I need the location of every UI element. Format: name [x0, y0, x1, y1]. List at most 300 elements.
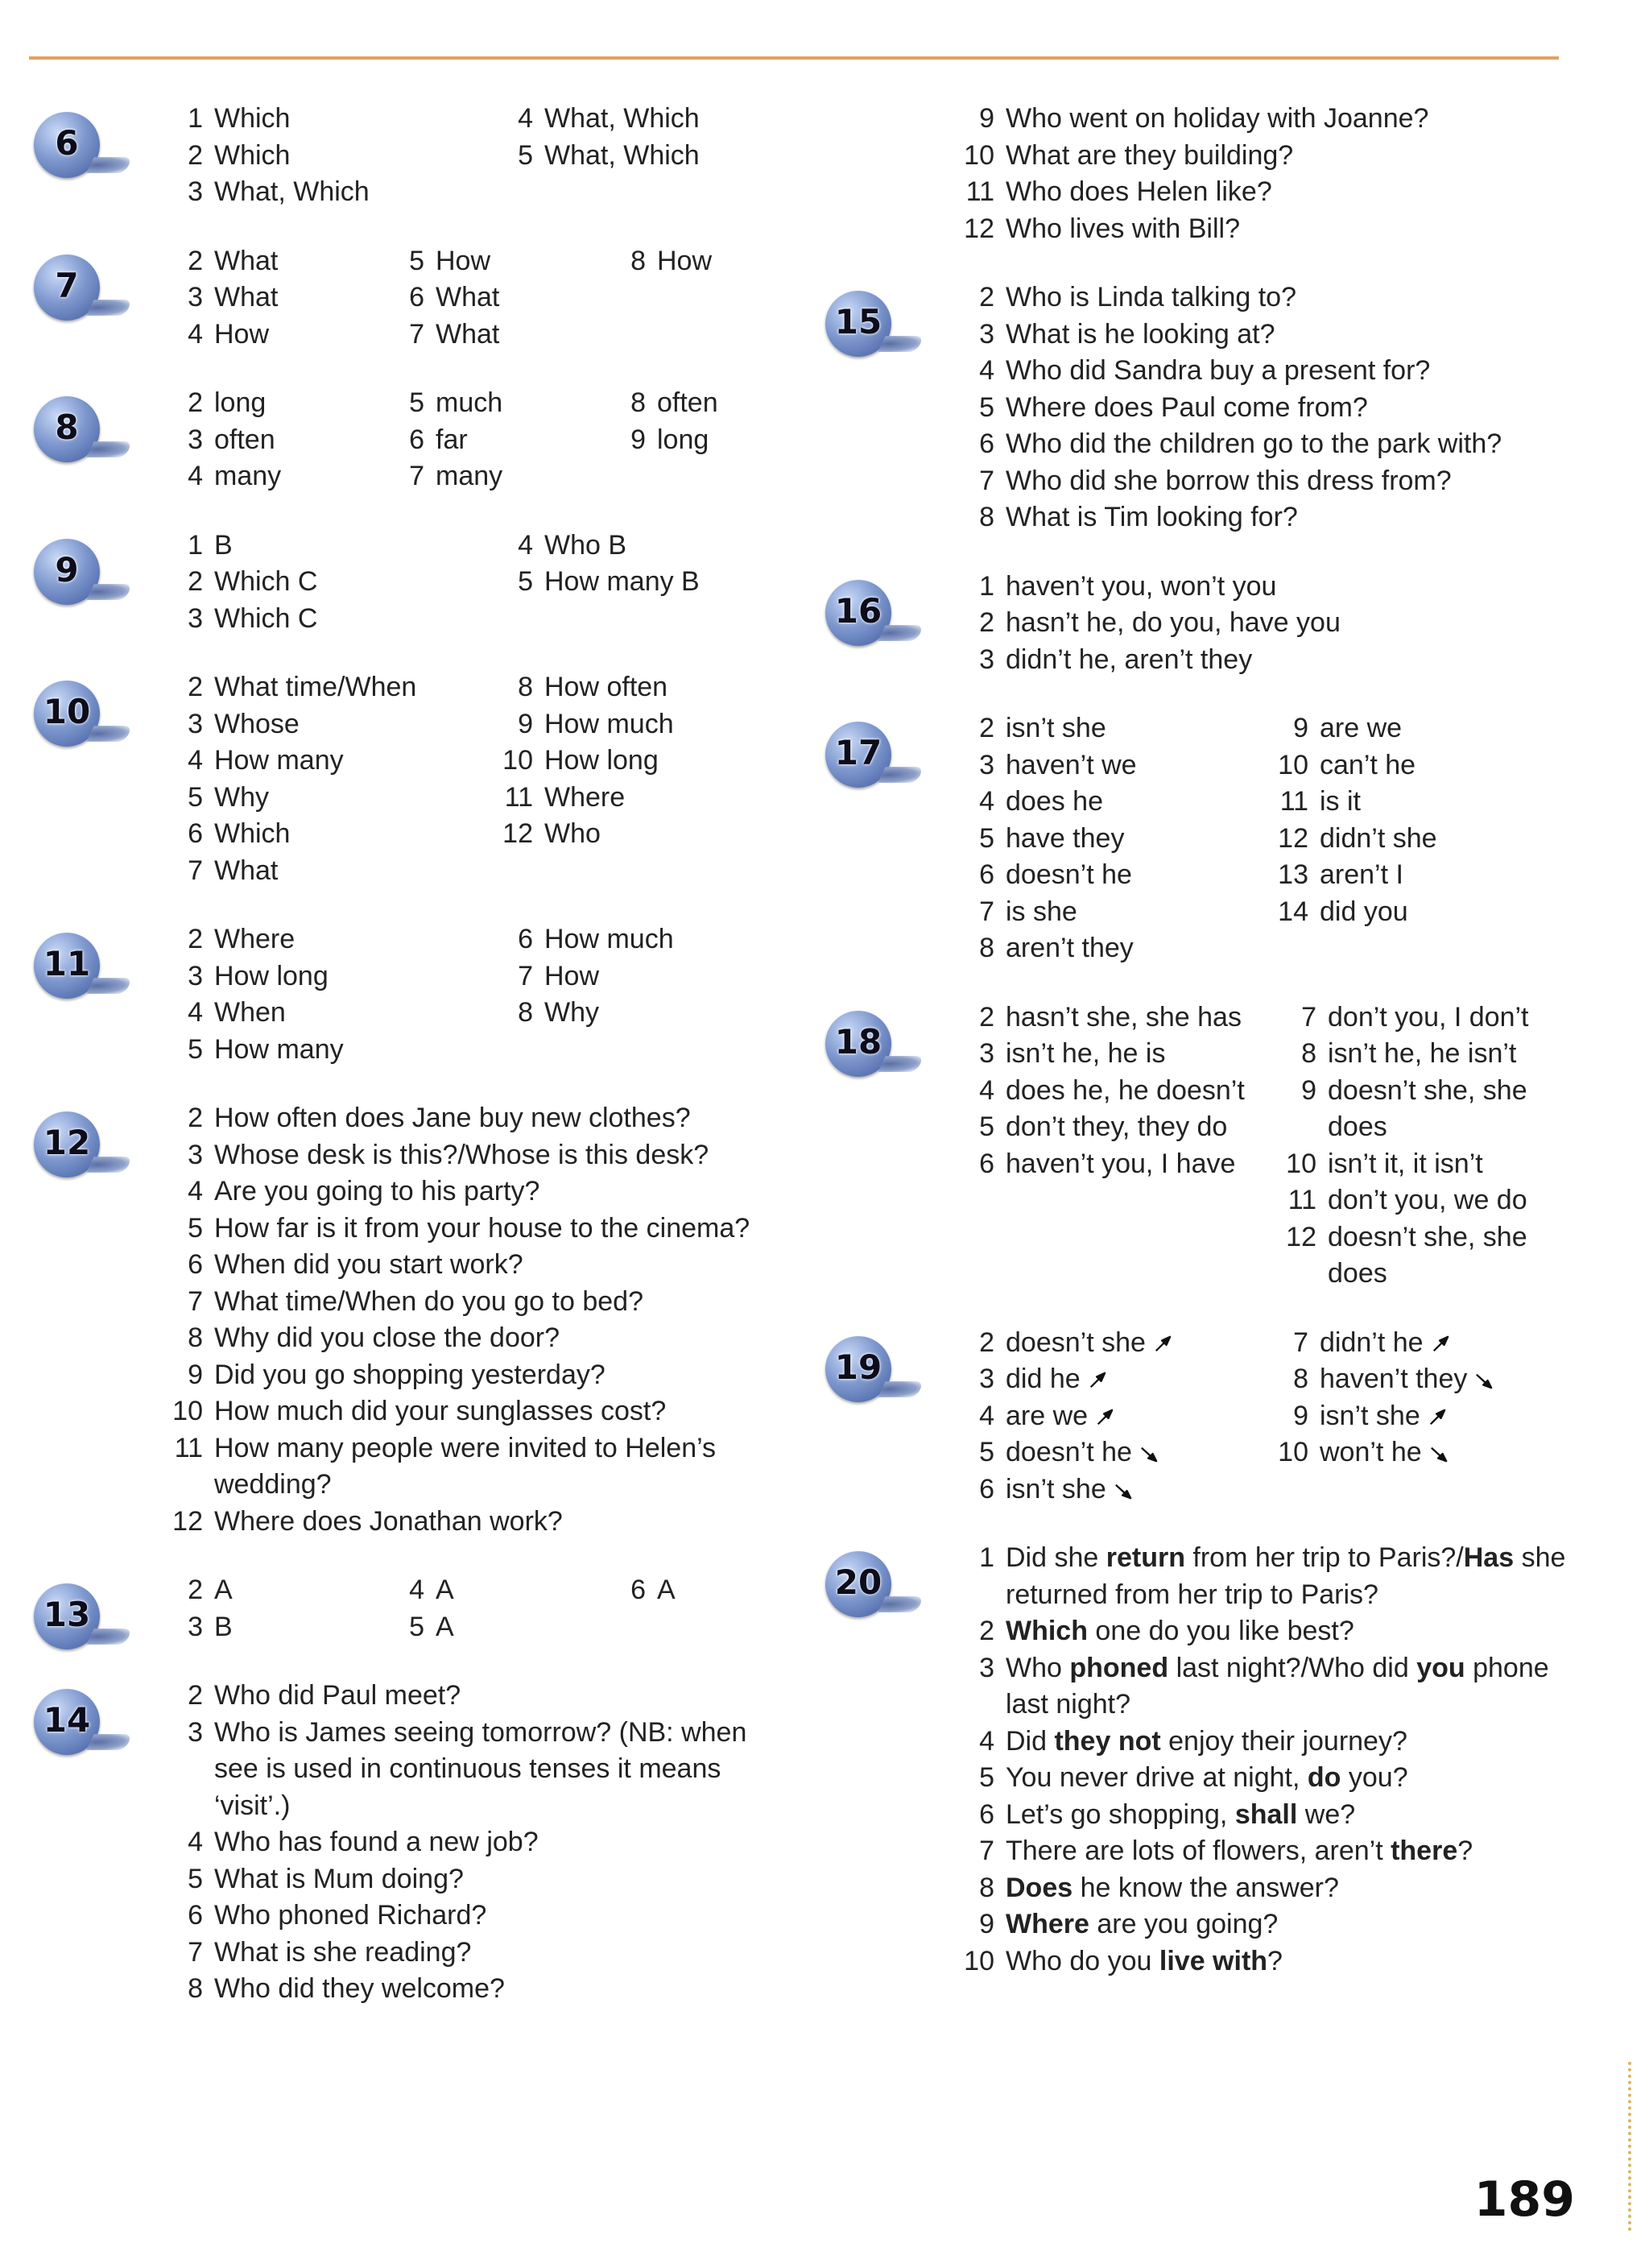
answer-item	[171, 317, 384, 354]
item-number: 7	[188, 1936, 203, 1968]
answer-column	[1284, 999, 1582, 1293]
answer-text: How many	[214, 745, 344, 776]
answer-text: did he	[1006, 1364, 1081, 1394]
item-text	[436, 422, 605, 459]
item-number: 3	[188, 1139, 203, 1170]
item-number: 4	[979, 1725, 994, 1757]
answer-text: Where does Paul come from?	[1006, 391, 1368, 423]
item-text	[214, 1861, 783, 1898]
answer-item	[962, 1109, 1276, 1146]
answer-text: What time/When	[214, 672, 417, 702]
answer-text: often	[214, 424, 275, 455]
item-text	[214, 1678, 783, 1715]
answer-item	[962, 1724, 1566, 1761]
answer-item	[501, 921, 823, 958]
answer-item	[171, 1609, 384, 1646]
item-text	[657, 385, 827, 422]
item-number: 4	[518, 103, 533, 134]
answer-text: How many	[214, 1033, 344, 1065]
answer-text: Which	[214, 103, 291, 134]
bold-keyword: you	[1416, 1652, 1465, 1683]
item-number: 3	[188, 960, 203, 991]
item-number: 9	[979, 103, 994, 134]
answer-text: aren’t I	[1320, 859, 1403, 890]
text-fragment: There are lots of flowers, aren’t	[1006, 1836, 1391, 1866]
item-number: 6	[409, 282, 424, 312]
item-text	[214, 1504, 783, 1541]
item-text	[214, 1211, 783, 1248]
answer-item	[614, 385, 827, 422]
answer-text: When did you start work?	[214, 1249, 523, 1280]
answer-item	[501, 1032, 823, 1069]
item-number: 2	[979, 1616, 994, 1646]
answer-grid	[171, 528, 807, 638]
item-number: 9	[518, 708, 533, 739]
answer-item	[962, 821, 1268, 858]
exercise-14-continued	[825, 101, 1566, 247]
exercise-number-badge	[34, 112, 100, 178]
item-number: 3	[979, 1364, 994, 1394]
item-number: 12	[502, 818, 533, 849]
answer-item	[962, 1833, 1566, 1870]
item-text	[1006, 1540, 1566, 1613]
answer-item	[171, 1173, 783, 1211]
answer-item	[962, 930, 1268, 967]
answer-text: Which C	[214, 566, 318, 597]
item-text	[214, 1100, 783, 1137]
answer-item	[962, 279, 1566, 317]
item-number: 10	[502, 745, 533, 776]
answer-item	[171, 921, 493, 958]
exercise-9	[34, 528, 807, 638]
item-number: 10	[1278, 1437, 1308, 1467]
answer-text: doesn’t he	[1006, 859, 1132, 890]
item-number: 6	[188, 1249, 203, 1280]
item-number: 9	[1293, 1400, 1308, 1431]
answer-item	[171, 422, 384, 459]
text-fragment: he know the answer?	[1072, 1872, 1339, 1903]
answer-text: Who is Linda talking to?	[1006, 282, 1296, 312]
answer-text: B	[214, 1611, 233, 1642]
answer-text: How many B	[544, 566, 700, 597]
item-number: 4	[409, 1575, 424, 1605]
answer-item	[171, 816, 493, 853]
answer-text: Who does Helen like?	[1006, 176, 1272, 207]
item-number: 10	[964, 139, 994, 171]
item-text	[1320, 1398, 1574, 1435]
bold-keyword: return	[1106, 1542, 1185, 1573]
answer-grid	[171, 669, 807, 889]
answer-text: much	[436, 387, 503, 418]
item-text: does he, he doesn’t	[1006, 1074, 1245, 1106]
text-fragment: last night?/Who did	[1168, 1652, 1417, 1683]
item-number: 5	[409, 387, 424, 418]
item-number: 1	[188, 103, 203, 134]
item-number	[614, 279, 657, 317]
item-text	[214, 101, 493, 138]
answer-item	[1276, 821, 1574, 858]
answer-item	[501, 743, 823, 780]
answer-item	[392, 422, 605, 459]
item-number: 7	[1293, 1326, 1308, 1358]
answer-item	[614, 317, 827, 354]
answer-text: What is Mum doing?	[214, 1863, 464, 1894]
answer-item	[1276, 1325, 1574, 1362]
item-text	[544, 958, 823, 995]
answer-text: Who did the children go to the park with?	[1006, 428, 1502, 459]
exercise-10	[34, 669, 807, 889]
answer-text: How often	[544, 672, 668, 702]
item-text	[214, 1357, 783, 1394]
item-text	[214, 1173, 783, 1211]
answer-item	[1284, 1182, 1582, 1219]
item-text	[1006, 1471, 1268, 1509]
answer-text: Whose desk is this?/Whose is this desk?	[214, 1139, 709, 1170]
text-fragment: one do you like best?	[1087, 1616, 1354, 1646]
item-text	[1006, 1325, 1268, 1362]
item-number: 6	[979, 1473, 994, 1504]
item-text	[214, 1935, 783, 1972]
item-number: 11	[1287, 1185, 1316, 1215]
answer-item	[962, 390, 1566, 427]
answer-text: far	[436, 424, 468, 455]
item-text	[214, 601, 493, 638]
answer-item	[962, 101, 1566, 138]
item-number: 9	[1293, 713, 1308, 743]
exercise-number-badge	[34, 681, 100, 747]
item-number: 2	[188, 672, 203, 702]
item-number: 7	[188, 855, 203, 886]
item-number: 4	[518, 529, 533, 561]
item-number: 3	[188, 282, 203, 312]
answer-text: What is Tim looking for?	[1006, 502, 1298, 532]
exercise-number: 11	[43, 944, 91, 983]
answer-item	[962, 138, 1566, 175]
item-number: 3	[188, 176, 203, 207]
answer-text: Who B	[544, 529, 627, 561]
answer-item	[1276, 857, 1574, 894]
item-number: 2	[188, 1103, 203, 1133]
answer-item	[171, 1100, 783, 1137]
item-text	[214, 706, 493, 743]
answer-item	[501, 528, 823, 565]
text-fragment: she returned from her trip to Paris?	[1006, 1542, 1566, 1610]
item-text	[1006, 1833, 1566, 1870]
item-number: 8	[188, 1973, 203, 2004]
item-text: don’t they, they do	[1006, 1111, 1228, 1142]
answer-text: many	[436, 461, 503, 491]
answer-item	[171, 1678, 783, 1715]
text-fragment: You never drive at night,	[1006, 1762, 1308, 1793]
item-text	[214, 995, 493, 1032]
answer-item	[171, 1971, 783, 2008]
answer-text: How much	[544, 708, 674, 739]
item-text	[1006, 642, 1566, 679]
item-text	[1006, 1613, 1566, 1650]
answer-text: What, Which	[214, 176, 370, 207]
answer-item	[614, 1609, 827, 1646]
answer-text: How far is it from your house to the cinema?	[214, 1212, 750, 1244]
item-text	[214, 780, 493, 817]
text-fragment: enjoy their journey?	[1160, 1725, 1407, 1757]
item-text: isn’t he, he isn’t	[1328, 1038, 1517, 1069]
answer-item	[171, 706, 493, 743]
answer-item	[1276, 894, 1574, 931]
exercise-number-badge	[825, 1551, 891, 1617]
item-text	[1006, 1943, 1566, 1980]
item-number: 7	[979, 896, 994, 927]
item-text	[1006, 1650, 1566, 1724]
item-text	[214, 1715, 783, 1825]
item-number: 8	[518, 997, 533, 1028]
answer-text: Who phoned Richard?	[214, 1900, 487, 1931]
item-text	[1320, 857, 1574, 894]
answer-grid	[962, 101, 1566, 247]
answer-text: How	[657, 245, 713, 276]
item-number: 6	[979, 1798, 994, 1830]
answer-item	[962, 999, 1276, 1037]
answer-item	[171, 1357, 783, 1394]
answer-item	[501, 706, 823, 743]
answer-grid	[962, 279, 1566, 536]
item-text	[214, 816, 493, 853]
item-text	[1320, 747, 1574, 784]
exercise-number-badge	[34, 1583, 100, 1649]
item-text	[1320, 1434, 1574, 1471]
answer-item	[962, 1760, 1566, 1797]
exercise-number-badge	[825, 291, 891, 357]
bold-keyword: Does	[1006, 1872, 1073, 1903]
item-number: 8	[630, 245, 646, 276]
exercise-number-badge	[825, 580, 891, 646]
answer-item	[501, 669, 823, 706]
item-number: 4	[979, 786, 994, 817]
answer-text: Who did she borrow this dress from?	[1006, 465, 1452, 496]
item-number: 10	[964, 1945, 994, 1976]
answer-item	[962, 747, 1268, 784]
item-text	[214, 1032, 493, 1069]
answer-item	[1276, 1398, 1574, 1435]
answer-item	[171, 1861, 783, 1898]
answer-item	[171, 243, 384, 280]
item-number: 9	[1301, 1074, 1316, 1106]
answer-item	[1276, 784, 1574, 821]
text-fragment: phone last night?	[1006, 1652, 1549, 1720]
answer-item	[962, 211, 1566, 248]
answer-text: Why	[214, 781, 269, 813]
item-text	[214, 1393, 783, 1430]
item-text	[1320, 1361, 1574, 1398]
item-text	[1006, 101, 1566, 138]
item-number: 5	[518, 139, 533, 171]
answer-column	[962, 999, 1276, 1293]
item-text	[1320, 894, 1574, 931]
answer-item	[392, 1572, 605, 1609]
top-rule	[29, 56, 1559, 60]
answer-text: is she	[1006, 896, 1077, 927]
item-number: 7	[979, 1836, 994, 1866]
item-text	[1006, 1797, 1566, 1834]
item-text	[544, 743, 823, 780]
answer-item	[1284, 1219, 1582, 1293]
answer-item	[171, 958, 493, 995]
item-text	[544, 853, 823, 890]
item-text	[214, 1247, 783, 1284]
text-fragment: Who	[1006, 1652, 1070, 1683]
answer-item	[392, 317, 605, 354]
exercise-number-badge	[825, 1336, 891, 1402]
item-number: 11	[504, 781, 533, 813]
answer-text: Why did you close the door?	[214, 1322, 560, 1353]
item-text	[657, 458, 827, 495]
answer-text: How much	[544, 924, 674, 954]
answer-item	[962, 1943, 1566, 1980]
answer-text: Why	[544, 997, 599, 1028]
item-number: 2	[979, 282, 994, 312]
answer-text: How often does Jane buy new clothes?	[214, 1103, 691, 1133]
answer-item	[614, 1572, 827, 1609]
answer-grid	[171, 921, 807, 1068]
answer-text: haven’t we	[1006, 749, 1137, 780]
exercise-number: 8	[55, 408, 79, 447]
item-number: 8	[1301, 1038, 1316, 1069]
answer-text: What	[436, 282, 500, 312]
item-text	[544, 669, 823, 706]
item-number: 11	[174, 1432, 203, 1463]
item-text	[1006, 279, 1566, 317]
answer-item	[962, 1650, 1566, 1724]
item-number: 3	[188, 424, 203, 455]
answer-text: How much did your sunglasses cost?	[214, 1396, 667, 1426]
item-text	[1006, 426, 1566, 463]
item-text: isn’t it, it isn’t	[1328, 1148, 1483, 1179]
item-text	[214, 1572, 384, 1609]
answer-item	[614, 279, 827, 317]
answer-item	[501, 601, 823, 638]
item-number: 4	[188, 461, 203, 491]
answer-item	[1276, 710, 1574, 747]
answer-grid	[171, 101, 807, 211]
answer-item	[171, 601, 493, 638]
answer-item	[962, 642, 1566, 679]
answer-item	[501, 174, 823, 211]
answer-text: What time/When do you go to bed?	[214, 1285, 643, 1317]
item-number: 3	[979, 1652, 994, 1683]
item-text	[214, 138, 493, 175]
item-text	[214, 385, 384, 422]
page-number: 189	[1473, 2171, 1575, 2228]
item-number: 4	[188, 745, 203, 776]
item-text	[1006, 710, 1268, 747]
item-number: 2	[979, 1001, 994, 1033]
answer-grid	[962, 999, 1566, 1293]
falling-intonation-arrow-icon	[1140, 1445, 1158, 1463]
item-number: 5	[188, 1212, 203, 1244]
answer-item	[962, 1325, 1268, 1362]
answer-text: What are they building?	[1006, 139, 1294, 171]
exercise-number: 16	[834, 590, 882, 631]
answer-text: won’t he	[1320, 1437, 1422, 1467]
item-text	[214, 564, 493, 601]
answer-text: haven’t they	[1320, 1364, 1468, 1394]
item-text: doesn’t she, she does	[1328, 1074, 1527, 1142]
item-text	[1320, 1471, 1574, 1509]
item-number: 3	[979, 749, 994, 780]
item-text	[544, 564, 823, 601]
item-number: 12	[172, 1505, 203, 1537]
item-text	[1320, 1325, 1574, 1362]
exercise-number-badge	[34, 933, 100, 999]
answer-item	[171, 1211, 783, 1248]
item-text	[657, 279, 827, 317]
exercise-7	[34, 243, 807, 354]
item-number: 7	[188, 1285, 203, 1317]
answer-item	[614, 422, 827, 459]
answer-item	[171, 385, 384, 422]
exercise-number-badge	[34, 396, 100, 462]
item-number: 8	[518, 672, 533, 702]
item-number: 5	[518, 566, 533, 597]
answer-item	[614, 243, 827, 280]
text-fragment: Did	[1006, 1725, 1055, 1757]
item-text: don’t you, we do	[1328, 1185, 1527, 1215]
answer-item	[171, 669, 493, 706]
item-number: 7	[409, 318, 424, 350]
answer-item	[962, 1361, 1268, 1398]
bold-keyword: Has	[1463, 1542, 1515, 1573]
answer-text: Who has found a new job?	[214, 1827, 539, 1857]
falling-intonation-arrow-icon	[1475, 1372, 1493, 1389]
answer-grid	[962, 569, 1566, 679]
item-text	[1006, 569, 1566, 606]
item-number: 3	[188, 708, 203, 739]
answer-item	[501, 101, 823, 138]
answer-text: What is he looking at?	[1006, 318, 1275, 350]
item-number: 10	[1278, 749, 1308, 780]
answer-text: How many people were invited to Helen’s wedding?	[214, 1432, 717, 1500]
item-number: 5	[409, 1611, 424, 1642]
item-text	[1320, 710, 1574, 747]
item-text	[1006, 1398, 1268, 1435]
item-text	[544, 995, 823, 1032]
answer-grid	[962, 1325, 1566, 1509]
answer-text: didn’t he, aren’t they	[1006, 644, 1253, 675]
item-text	[214, 1320, 783, 1357]
item-number: 8	[979, 933, 994, 963]
item-number: 8	[979, 1872, 994, 1903]
answer-text: Where	[544, 781, 626, 813]
answer-text: How long	[214, 960, 329, 991]
item-number: 1	[979, 570, 994, 602]
item-number: 4	[979, 355, 994, 386]
item-text	[657, 1572, 827, 1609]
answer-text: Are you going to his party?	[214, 1176, 540, 1206]
item-number: 5	[188, 1033, 203, 1065]
item-number: 7	[1301, 1001, 1316, 1033]
answer-item	[392, 458, 605, 495]
item-text	[214, 528, 493, 565]
answer-text: Who did Paul meet?	[214, 1680, 461, 1711]
item-number: 2	[979, 1326, 994, 1358]
answer-item	[171, 1715, 783, 1825]
answer-item	[171, 780, 493, 817]
item-text	[214, 853, 493, 890]
answer-text: Who	[544, 818, 601, 849]
answer-item	[962, 317, 1566, 354]
item-text: doesn’t she, she does	[1328, 1221, 1527, 1289]
bold-keyword: live with	[1159, 1945, 1268, 1976]
item-text	[1006, 1870, 1566, 1907]
